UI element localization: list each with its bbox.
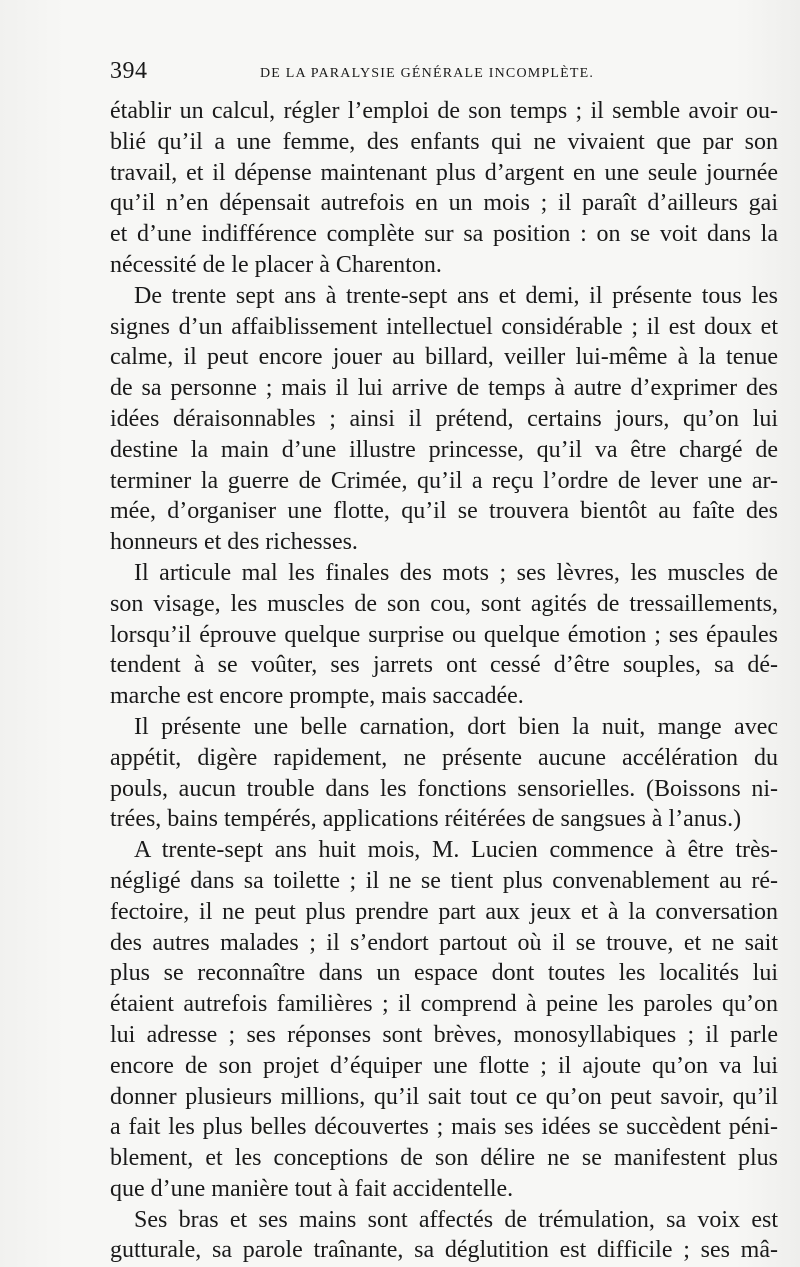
text-line: fectoire, il ne peut plus prendre part aux jeux et à la conversation: [110, 898, 778, 925]
text-line: encore de son projet d’équiper une flotte ; il ajoute qu’on va lui: [110, 1052, 778, 1079]
text-line: Il présente une belle carnation, dort bien la nuit, mange avec: [134, 713, 778, 740]
text-line: blement, et les conceptions de son délire ne se manifestent plus: [110, 1145, 778, 1172]
text-line: de sa personne ; mais il lui arrive de temps à autre d’exprimer des: [110, 375, 778, 402]
paragraph: [110, 712, 778, 835]
paragraph: [110, 96, 778, 281]
text-line: De trente sept ans à trente-sept ans et demi, il présente tous les: [134, 282, 778, 309]
text-line: calme, il peut encore jouer au billard, veiller lui-même à la tenue: [110, 344, 778, 371]
paragraph: [110, 281, 778, 558]
text-line: et d’une indifférence complète sur sa position : on se voit dans la: [110, 221, 778, 248]
page-number: 394: [110, 58, 148, 84]
text-line: idées déraisonnables ; ainsi il prétend, certains jours, qu’on lui: [110, 405, 778, 432]
text-line: mée, d’organiser une flotte, qu’il se trouvera bientôt au faîte des: [110, 498, 778, 525]
text-line: nécessité de le placer à Charenton.: [110, 251, 442, 278]
text-line: que d’une manière tout à fait accidentelle.: [110, 1175, 514, 1202]
text-line: Ses bras et ses mains sont affectés de trémulation, sa voix est: [134, 1206, 778, 1233]
text-line: son visage, les muscles de son cou, sont agités de tressaillements,: [110, 590, 778, 617]
text-line: négligé dans sa toilette ; il ne se tient plus convenablement au ré-: [110, 867, 778, 894]
text-line: lorsqu’il éprouve quelque surprise ou quelque émotion ; ses épaules: [110, 621, 778, 648]
page-header: [110, 54, 786, 94]
paragraph: [110, 835, 778, 1205]
text-line: trées, bains tempérés, applications réitérées de sangsues à l’anus.): [110, 806, 742, 833]
text-line: étaient autrefois familières ; il comprend à peine les paroles qu’on: [110, 991, 778, 1018]
running-head: DE LA PARALYSIE GÉNÉRALE INCOMPLÈTE.: [260, 66, 595, 81]
text-line: des autres malades ; il s’endort partout où il se trouve, et ne sait: [110, 929, 778, 956]
text-line: tendent à se voûter, ses jarrets ont cessé d’être souples, sa dé-: [110, 652, 778, 679]
text-line: pouls, aucun trouble dans les fonctions sensorielles. (Boissons ni-: [110, 775, 778, 802]
text-line: honneurs et des richesses.: [110, 529, 358, 556]
text-line: blié qu’il a une femme, des enfants qui ne vivaient que par son: [110, 128, 778, 155]
text-line: lui adresse ; ses réponses sont brèves, monosyllabiques ; il parle: [110, 1021, 778, 1048]
text-line: destine la main d’une illustre princesse, qu’il va être chargé de: [110, 436, 778, 463]
text-line: A trente-sept ans huit mois, M. Lucien commence à être très-: [134, 837, 778, 864]
text-line: signes d’un affaiblissement intellectuel considérable ; il est doux et: [110, 313, 778, 340]
body-text: [110, 96, 778, 1266]
text-line: établir un calcul, régler l’emploi de son temps ; il semble avoir ou-: [110, 98, 778, 124]
text-line: terminer la guerre de Crimée, qu’il a reçu l’ordre de lever une ar-: [110, 467, 778, 494]
text-line: travail, et il dépense maintenant plus d’argent en une seule journée: [110, 159, 778, 186]
text-line: gutturale, sa parole traînante, sa déglutition est difficile ; ses mâ-: [110, 1237, 778, 1264]
paragraph: [110, 1205, 778, 1267]
text-line: appétit, digère rapidement, ne présente aucune accélération du: [110, 744, 778, 771]
text-line: qu’il n’en dépensait autrefois en un mois ; il paraît d’ailleurs gai: [110, 190, 778, 217]
paragraph: [110, 558, 778, 712]
text-line: Il articule mal les finales des mots ; ses lèvres, les muscles de: [134, 559, 778, 586]
text-line: plus se reconnaître dans un espace dont toutes les localités lui: [110, 960, 778, 987]
text-line: a fait les plus belles découvertes ; mais ses idées se succèdent péni-: [110, 1114, 778, 1141]
text-line: marche est encore prompte, mais saccadée.: [110, 683, 524, 710]
text-line: donner plusieurs millions, qu’il sait tout ce qu’on peut savoir, qu’il: [110, 1083, 778, 1110]
